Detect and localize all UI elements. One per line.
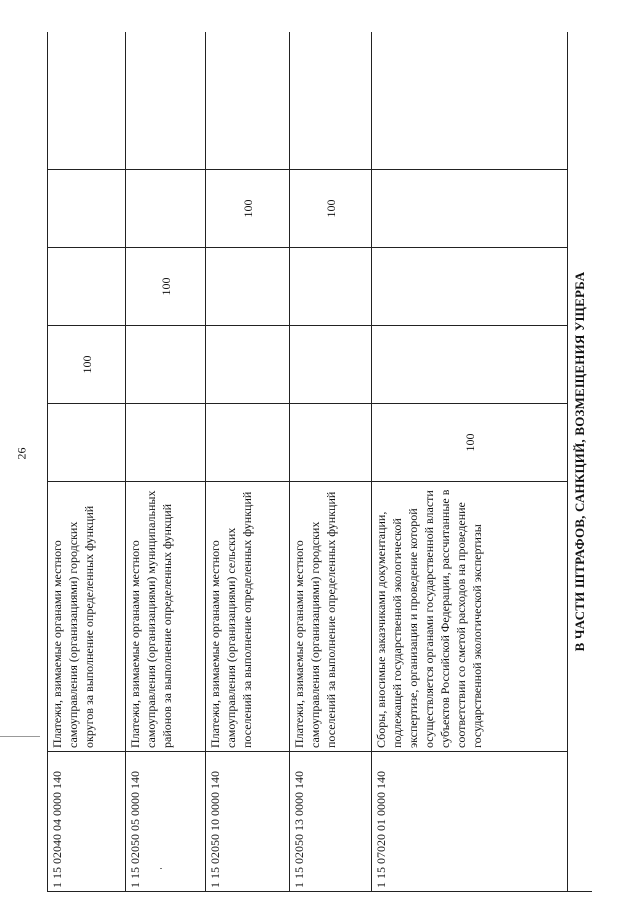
- row-value: [206, 404, 290, 482]
- row-value: [290, 326, 372, 404]
- row-value: 100: [126, 248, 206, 326]
- row-value: [206, 326, 290, 404]
- row-value: [48, 32, 126, 170]
- row-value: [206, 32, 290, 170]
- rotated-page: [47, 32, 592, 892]
- row-value: [372, 248, 568, 326]
- row-code: 1 15 02040 04 0000 140: [48, 752, 126, 892]
- row-value: [126, 326, 206, 404]
- row-value: [372, 32, 568, 170]
- row-value: [126, 170, 206, 248]
- row-description: Платежи, взимаемые органами местного самоуправления (организациями) муниципальных районов за выполнение определенных функций: [126, 482, 206, 752]
- revenue-distribution-table: [47, 32, 592, 892]
- scan-artifact-line: [0, 736, 40, 737]
- row-value: 100: [372, 404, 568, 482]
- row-code: 1 15 02050 10 0000 140: [206, 752, 290, 892]
- row-value: [126, 32, 206, 170]
- row-value: 100: [48, 326, 126, 404]
- row-value: [48, 404, 126, 482]
- row-value: 100: [206, 170, 290, 248]
- row-description: Платежи, взимаемые органами местного самоуправления (организациями) сельских поселений за выполнение определенных функций: [206, 482, 290, 752]
- row-description: Платежи, взимаемые органами местного самоуправления (организациями) городских округов за выполнение определенных функций: [48, 482, 126, 752]
- row-value: [372, 326, 568, 404]
- table-row: [206, 32, 290, 892]
- row-description: Сборы, вносимые заказчиками документации, подлежащей государственной экологической экспертизе, организация и проведение которой осуществляется органами государственной власти субъектов Российской Федерации, рассчитанные в соответствии со сметой расходов на проведение государственной экологической экспертизы: [372, 482, 568, 752]
- row-value: [126, 404, 206, 482]
- table-row: [372, 32, 568, 892]
- table-row: [290, 32, 372, 892]
- row-value: [290, 404, 372, 482]
- page-number: 26: [14, 447, 29, 460]
- row-value: [206, 248, 290, 326]
- row-value: 100: [290, 170, 372, 248]
- row-value: [48, 248, 126, 326]
- row-code: 1 15 02050 05 0000 140: [126, 752, 206, 892]
- row-value: [290, 32, 372, 170]
- row-value: [290, 248, 372, 326]
- revenue-table-container: [47, 32, 592, 892]
- row-description: Платежи, взимаемые органами местного самоуправления (организациями) городских поселений за выполнение определенных функций: [290, 482, 372, 752]
- row-value: [372, 170, 568, 248]
- section-heading-row: [568, 32, 593, 892]
- table-row: [48, 32, 126, 892]
- row-code: 1 15 02050 13 0000 140: [290, 752, 372, 892]
- section-heading: В ЧАСТИ ШТРАФОВ, САНКЦИЙ, ВОЗМЕЩЕНИЯ УЩЕРБА: [568, 32, 593, 892]
- table-row: [126, 32, 206, 892]
- row-value: [48, 170, 126, 248]
- row-code: 1 15 07020 01 0000 140: [372, 752, 568, 892]
